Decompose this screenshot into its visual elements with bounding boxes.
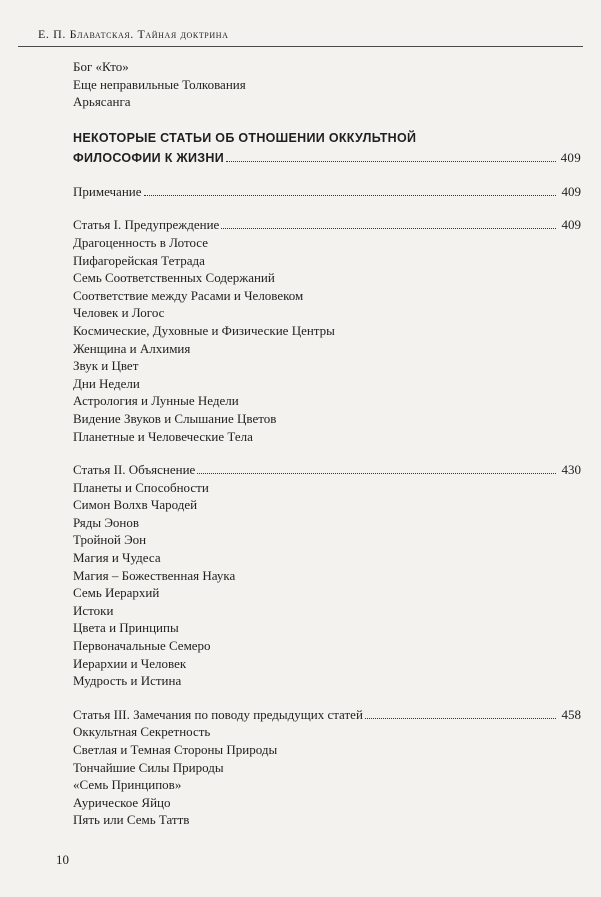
toc-entry-article-2 — [73, 461, 581, 479]
toc-item: Магия – Божественная Наука — [73, 567, 236, 583]
toc-entry-label: Статья I. Предупреждение — [73, 217, 220, 233]
leader-dots — [226, 150, 556, 162]
toc-item: Дни Недели — [73, 375, 140, 391]
toc-item: Видение Звуков и Слышание Цветов — [73, 410, 277, 426]
toc-item: Бог «Кто» — [73, 59, 129, 74]
running-header — [18, 24, 583, 47]
leader-dots — [365, 707, 556, 719]
toc-item: Иерархии и Человек — [73, 655, 187, 671]
section-heading — [73, 128, 581, 168]
toc-entry-label: Статья II. Объяснение — [73, 462, 196, 478]
toc-item: Космические, Духовные и Физические Центры — [73, 322, 335, 338]
header-title: Е. П. Блаватская. Тайная доктрина — [38, 27, 229, 41]
toc-item: Аурическое Яйцо — [73, 794, 171, 810]
toc-item: Истоки — [73, 602, 114, 618]
toc-item: Семь Иерархий — [73, 585, 160, 601]
page-ref: 458 — [561, 706, 581, 722]
page-ref: 409 — [561, 183, 581, 199]
toc-item: Женщина и Алхимия — [73, 340, 191, 356]
toc-item: Арьясанга — [73, 94, 131, 110]
section-heading-line2: ФИЛОСОФИИ К ЖИЗНИ — [73, 150, 225, 165]
toc-item: Еще неправильные Толкования — [73, 76, 246, 92]
leader-dots — [197, 462, 556, 474]
toc-item: Астрология и Лунные Недели — [73, 393, 239, 409]
toc-item: Цвета и Принципы — [73, 620, 179, 636]
page-ref: 430 — [561, 462, 581, 478]
toc-item: Человек и Логос — [73, 305, 165, 321]
toc-item: Драгоценность в Лотосе — [73, 234, 208, 250]
toc-item: Звук и Цвет — [73, 358, 139, 374]
toc-item: Первоначальные Семеро — [73, 638, 211, 654]
toc-item: Тройной Эон — [73, 532, 147, 548]
toc-item: «Семь Принципов» — [73, 777, 182, 793]
table-of-contents — [73, 58, 581, 829]
toc-item: Оккультная Секретность — [73, 724, 211, 740]
toc-item: Симон Волхв Чародей — [73, 497, 198, 513]
toc-item: Магия и Чудеса — [73, 550, 161, 566]
section-heading-line1: НЕКОТОРЫЕ СТАТЬИ ОБ ОТНОШЕНИИ ОККУЛЬТНОЙ — [73, 130, 417, 145]
toc-item: Планетные и Человеческие Тела — [73, 428, 253, 444]
page-ref: 409 — [561, 217, 581, 233]
toc-entry-article-3 — [73, 706, 581, 724]
toc-item: Ряды Эонов — [73, 514, 139, 530]
toc-item: Соответствие между Расами и Человеком — [73, 287, 304, 303]
toc-item: Мудрость и Истина — [73, 673, 182, 689]
page-number: 10 — [56, 852, 69, 867]
toc-item: Тончайшие Силы Природы — [73, 759, 224, 775]
toc-entry-label: Примечание — [73, 183, 142, 199]
toc-entry-note — [73, 183, 581, 201]
leader-dots — [221, 217, 556, 229]
leader-dots — [144, 184, 556, 196]
toc-item: Пифагорейская Тетрада — [73, 252, 205, 268]
toc-item: Семь Соответственных Содержаний — [73, 270, 275, 286]
toc-item: Пять или Семь Таттв — [73, 812, 190, 828]
page-ref: 409 — [560, 149, 581, 165]
toc-item: Планеты и Способности — [73, 479, 209, 495]
toc-entry-article-1 — [73, 216, 581, 234]
toc-item: Светлая и Темная Стороны Природы — [73, 742, 278, 757]
toc-entry-label: Статья III. Замечания по поводу предыдущих статей — [73, 706, 363, 722]
